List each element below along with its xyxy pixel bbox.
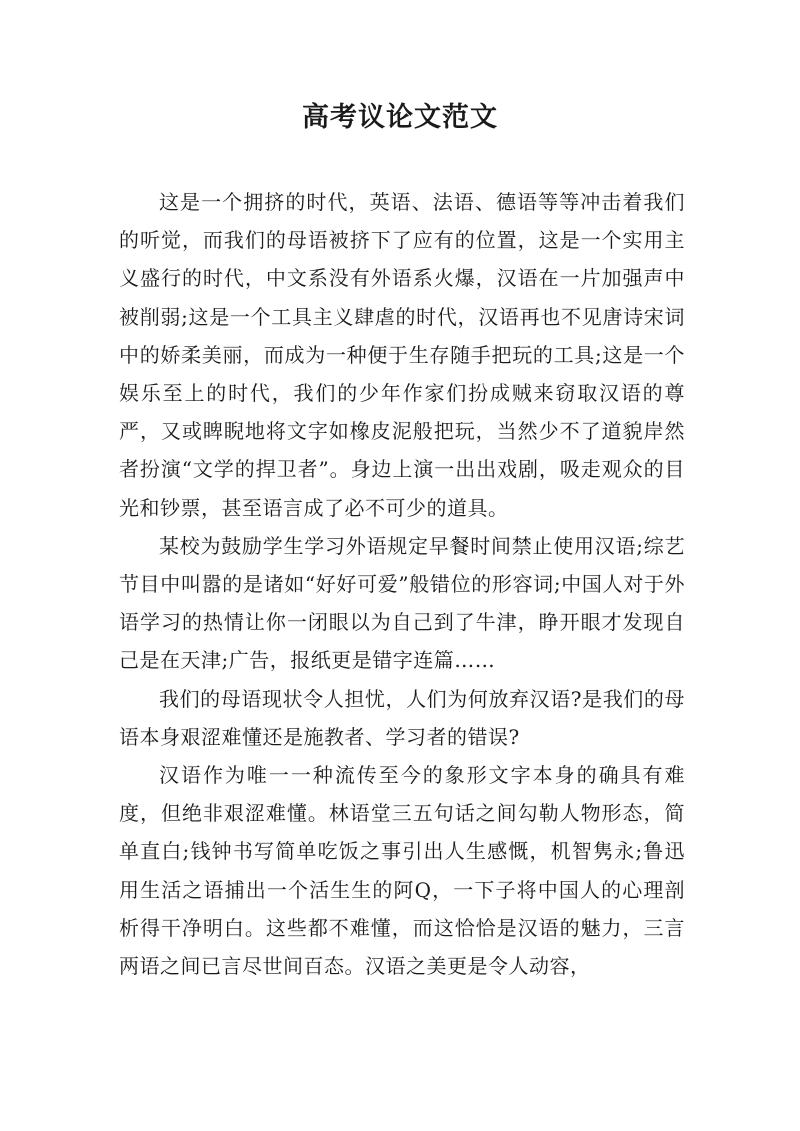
- paragraph-2: 某校为鼓励学生学习外语规定早餐时间禁止使用汉语;综艺节目中叫嚣的是诸如“好好可爱”般错位的形容词;中国人对于外语学习的热情让你一闭眼以为自己到了牛津，睁开眼才发现自己是在天津;广告，报纸更是错字连篇……: [119, 533, 685, 673]
- document-body: [119, 183, 685, 985]
- paragraph-3: 我们的母语现状令人担忧，人们为何放弃汉语?是我们的母语本身艰涩难懂还是施教者、学习者的错误?: [119, 686, 685, 749]
- paragraph-1: 这是一个拥挤的时代，英语、法语、德语等等冲击着我们的听觉，而我们的母语被挤下了应有的位置，这是一个实用主义盛行的时代，中文系没有外语系火爆，汉语在一片加强声中被削弱;这是一个工具主义肆虐的时代，汉语再也不见唐诗宋词中的娇柔美丽，而成为一种便于生存随手把玩的工具;这是一个娱乐至上的时代，我们的少年作家们扮成贼来窃取汉语的尊严，又或睥睨地将文字如橡皮泥般把玩，当然少不了道貌岸然者扮演“文学的捍卫者”。身边上演一出出戏剧，吸走观众的目光和钞票，甚至语言成了必不可少的道具。: [119, 190, 685, 520]
- document-title: 高考议论文范文: [302, 102, 498, 133]
- paragraph-4: 汉语作为唯一一种流传至今的象形文字本身的确具有难度，但绝非艰涩难懂。林语堂三五句话之间勾勒人物形态，简单直白;钱钟书写简单吃饭之事引出人生感慨，机智隽永;鲁迅用生活之语捕出一个活生生的阿Q，一下子将中国人的心理剖析得干净明白。这些都不难懂，而这恰恰是汉语的魅力，三言两语之间已言尽世间百态。汉语之美更是令人动容，: [119, 763, 685, 979]
